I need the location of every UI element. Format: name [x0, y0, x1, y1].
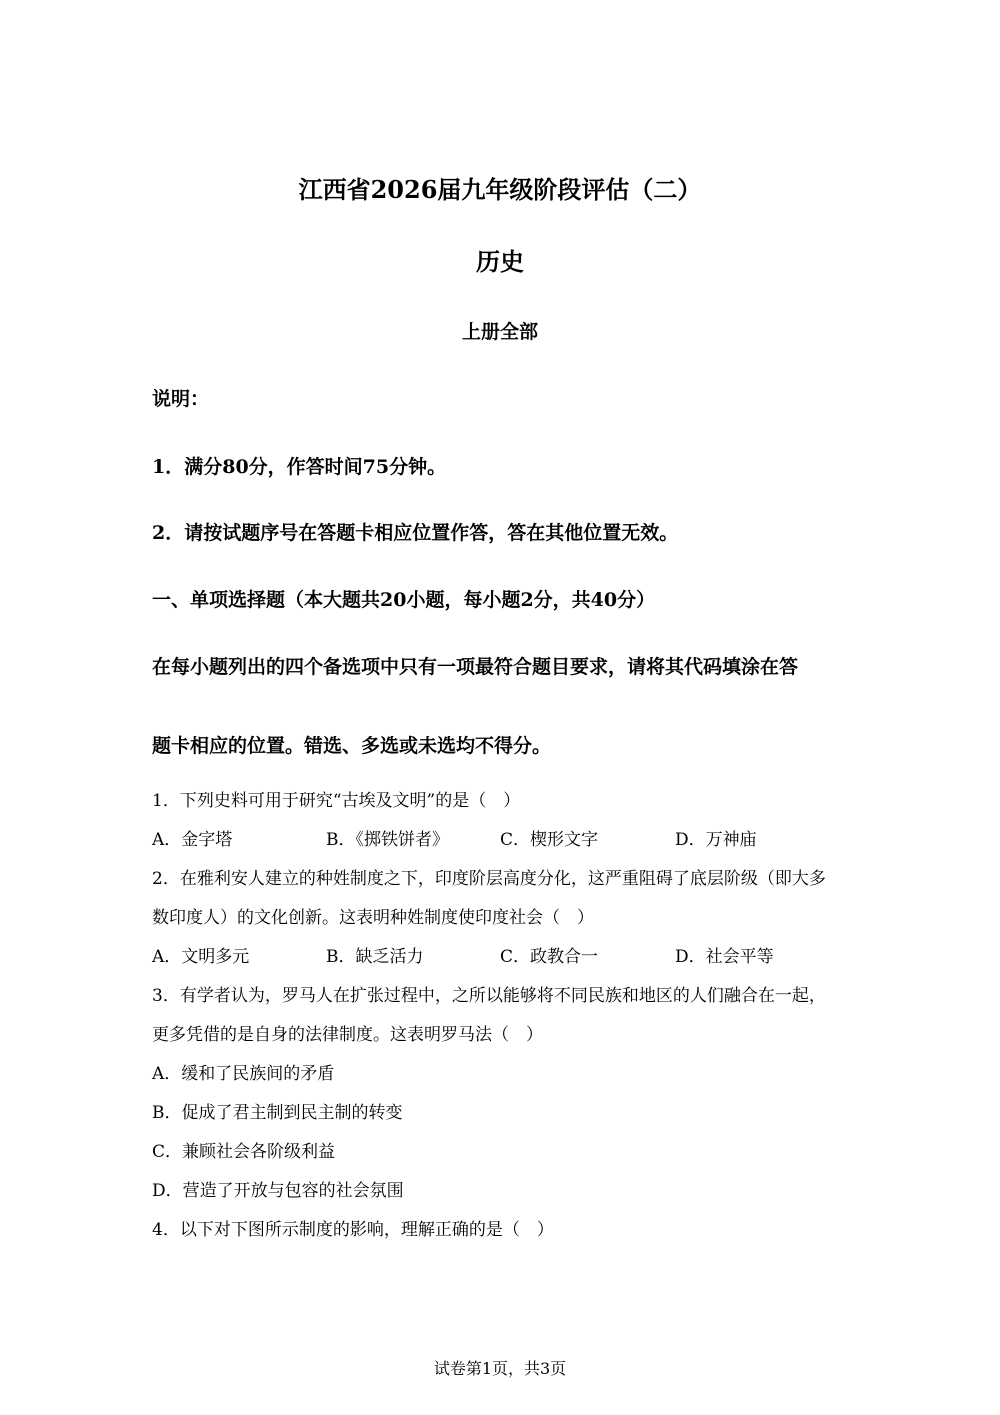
section-description: 题卡相应的位置。错选、多选或未选均不得分。	[152, 735, 552, 757]
page-number: 试卷第1页，共3页	[433, 1359, 567, 1378]
option-b: B．《掷铁饼者》	[326, 830, 449, 850]
option-c: C．兼顾社会各阶级利益	[152, 1142, 336, 1162]
question-stem: 2．在雅利安人建立的种姓制度之下，印度阶层高度分化，这严重阻碍了底层阶级（即大多	[152, 869, 826, 889]
option-a: A．文明多元	[152, 947, 250, 967]
option-d: D．营造了开放与包容的社会氛围	[152, 1181, 404, 1201]
question-stem: 3．有学者认为，罗马人在扩张过程中，之所以能够将不同民族和地区的人们融合在一起，	[152, 986, 826, 1006]
question-stem: 更多凭借的是自身的法律制度。这表明罗马法（ ）	[152, 1025, 543, 1045]
instructions-heading: 说明：	[152, 388, 210, 410]
section-description: 在每小题列出的四个备选项中只有一项最符合题目要求，请将其代码填涂在答	[152, 656, 799, 678]
scope-subtitle: 上册全部	[461, 321, 538, 343]
option-c: C．政教合一	[500, 947, 599, 967]
section-title: 一、单项选择题（本大题共20小题，每小题2分，共40分）	[152, 589, 656, 611]
option-d: D．万神庙	[675, 830, 757, 850]
question-stem: 1．下列史料可用于研究“古埃及文明”的是（ ）	[152, 791, 521, 811]
option-d: D．社会平等	[675, 947, 774, 967]
option-b: B．促成了君主制到民主制的转变	[152, 1103, 403, 1123]
instruction-item: 2．请按试题序号在答题卡相应位置作答，答在其他位置无效。	[152, 522, 679, 544]
option-c: C．楔形文字	[500, 830, 599, 850]
question-stem: 数印度人）的文化创新。这表明种姓制度使印度社会（ ）	[152, 908, 594, 928]
exam-title: 江西省2026届九年级阶段评估（二）	[298, 175, 702, 204]
option-b: B．缺乏活力	[326, 947, 424, 967]
question-stem: 4．以下对下图所示制度的影响，理解正确的是（ ）	[152, 1220, 554, 1240]
instruction-item: 1．满分80分，作答时间75分钟。	[152, 456, 447, 478]
option-a: A．金字塔	[152, 830, 233, 850]
option-a: A．缓和了民族间的矛盾	[152, 1064, 335, 1084]
subject-title: 历史	[476, 247, 524, 276]
